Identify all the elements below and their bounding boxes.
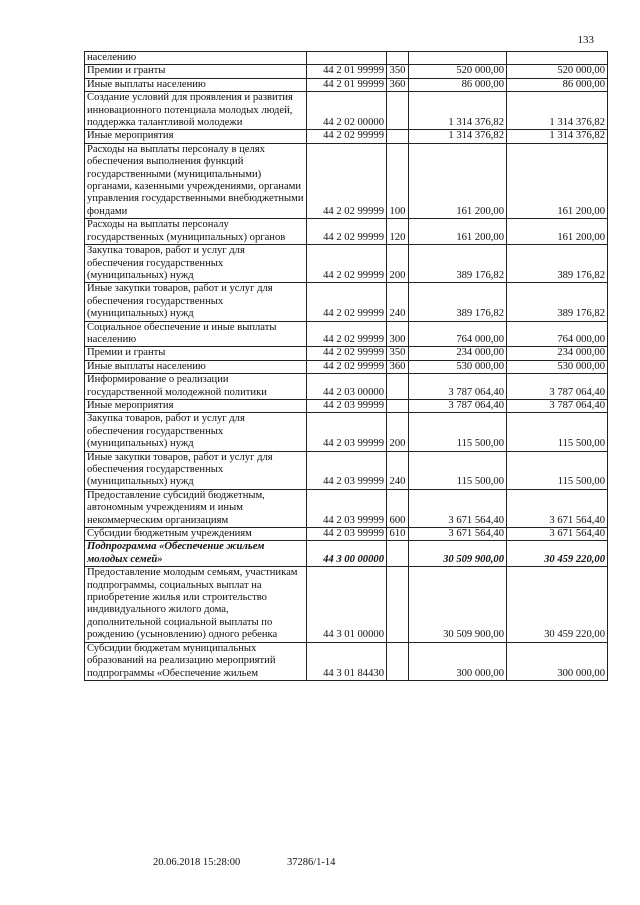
table-row [85,489,608,527]
row-name: Расходы на выплаты персоналу в целях обеспечения выполнения функций государственными (муниципальными) органами, казенными учреждениями, органами управления государственными внебюджетными фондами [85,143,307,218]
row-name: Иные закупки товаров, работ и услуг для обеспечения государственных (муниципальных) нужд [85,283,307,321]
row-name: Иные мероприятия [85,130,307,143]
row-value-2: 1 314 376,82 [507,130,608,143]
table-row [85,130,608,143]
row-value-2: 530 000,00 [507,360,608,373]
row-name: Иные выплаты населению [85,78,307,91]
row-value-1 [409,52,507,65]
footer-timestamp: 20.06.2018 15:28:00 [153,857,241,868]
row-value-1: 3 671 564,40 [409,489,507,527]
row-value-1: 30 509 900,00 [409,567,507,642]
row-name: Премии и гранты [85,347,307,360]
table-row [85,219,608,245]
row-value-2 [507,52,608,65]
row-value-1: 115 500,00 [409,413,507,451]
row-value-1: 115 500,00 [409,451,507,489]
row-expense-type: 360 [387,78,409,91]
row-code: 44 2 03 99999 [307,489,387,527]
row-expense-type: 240 [387,451,409,489]
row-value-1: 530 000,00 [409,360,507,373]
row-expense-type: 600 [387,489,409,527]
table-row [85,541,608,567]
table-row [85,413,608,451]
page-number: 133 [577,34,594,46]
row-code: 44 2 03 99999 [307,528,387,541]
row-name: Иные выплаты населению [85,360,307,373]
row-value-2: 3 671 564,40 [507,489,608,527]
row-name: Премии и гранты [85,65,307,78]
row-value-1: 30 509 900,00 [409,541,507,567]
row-name: Подпрограмма «Обеспечение жильем молодых семей» [85,541,307,567]
row-code: 44 2 03 99999 [307,399,387,412]
row-code: 44 2 02 99999 [307,130,387,143]
row-code: 44 3 00 00000 [307,541,387,567]
row-code: 44 2 01 99999 [307,78,387,91]
row-code: 44 2 02 99999 [307,283,387,321]
row-expense-type [387,541,409,567]
row-expense-type [387,130,409,143]
table-row [85,567,608,642]
row-expense-type: 240 [387,283,409,321]
row-expense-type: 120 [387,219,409,245]
row-name: Субсидии бюджетам муниципальных образований на реализацию мероприятий подпрограммы «Обеспечение жильем [85,642,307,680]
row-code: 44 2 02 99999 [307,245,387,283]
table-row [85,399,608,412]
row-value-2: 389 176,82 [507,283,608,321]
row-expense-type: 350 [387,65,409,78]
row-expense-type: 360 [387,360,409,373]
row-name: населению [85,52,307,65]
row-expense-type: 610 [387,528,409,541]
row-value-2: 764 000,00 [507,321,608,347]
table-row [85,65,608,78]
table-row [85,321,608,347]
budget-table [84,51,608,681]
row-value-1: 764 000,00 [409,321,507,347]
row-value-1: 389 176,82 [409,245,507,283]
row-expense-type: 350 [387,347,409,360]
row-code: 44 2 01 99999 [307,65,387,78]
table-row [85,92,608,130]
row-code: 44 2 03 00000 [307,374,387,400]
row-expense-type [387,92,409,130]
row-code: 44 3 01 84430 [307,642,387,680]
table-row [85,52,608,65]
row-value-1: 1 314 376,82 [409,92,507,130]
row-expense-type: 100 [387,143,409,218]
row-value-2: 3 787 064,40 [507,399,608,412]
row-value-2: 161 200,00 [507,143,608,218]
row-expense-type [387,399,409,412]
table-row [85,451,608,489]
row-code: 44 2 02 99999 [307,321,387,347]
row-code: 44 2 02 99999 [307,143,387,218]
row-name: Предоставление молодым семьям, участникам подпрограммы, социальных выплат на приобретение жилья или строительство индивидуального жилого дома, дополнительной социальной выплаты по рождению (усыновлению) одного ребенка [85,567,307,642]
table-row [85,528,608,541]
row-name: Субсидии бюджетным учреждениям [85,528,307,541]
row-expense-type [387,567,409,642]
row-name: Предоставление субсидий бюджетным, автономным учреждениям и иным некоммерческим организациям [85,489,307,527]
row-expense-type: 200 [387,245,409,283]
row-value-2: 520 000,00 [507,65,608,78]
row-name: Закупка товаров, работ и услуг для обеспечения государственных (муниципальных) нужд [85,413,307,451]
row-expense-type [387,642,409,680]
table-row [85,283,608,321]
table-row [85,642,608,680]
table-row [85,245,608,283]
row-value-2: 86 000,00 [507,78,608,91]
row-name: Социальное обеспечение и иные выплаты населению [85,321,307,347]
row-value-1: 161 200,00 [409,143,507,218]
table-row [85,143,608,218]
row-value-2: 1 314 376,82 [507,92,608,130]
row-value-1: 300 000,00 [409,642,507,680]
row-code: 44 2 02 00000 [307,92,387,130]
row-value-1: 1 314 376,82 [409,130,507,143]
table-row [85,360,608,373]
row-value-1: 520 000,00 [409,65,507,78]
row-name: Иные мероприятия [85,399,307,412]
row-expense-type [387,374,409,400]
row-value-2: 3 671 564,40 [507,528,608,541]
row-value-1: 161 200,00 [409,219,507,245]
row-name: Иные закупки товаров, работ и услуг для обеспечения государственных (муниципальных) нужд [85,451,307,489]
row-value-1: 234 000,00 [409,347,507,360]
table-row [85,374,608,400]
row-code: 44 2 02 99999 [307,219,387,245]
row-code: 44 2 02 99999 [307,360,387,373]
row-code: 44 3 01 00000 [307,567,387,642]
row-value-1: 3 787 064,40 [409,374,507,400]
row-value-2: 300 000,00 [507,642,608,680]
table-row [85,347,608,360]
row-value-1: 3 787 064,40 [409,399,507,412]
row-value-2: 115 500,00 [507,413,608,451]
row-value-1: 3 671 564,40 [409,528,507,541]
row-value-2: 30 459 220,00 [507,541,608,567]
row-name: Информирование о реализации государственной молодежной политики [85,374,307,400]
row-value-2: 389 176,82 [507,245,608,283]
row-value-2: 161 200,00 [507,219,608,245]
row-code: 44 2 03 99999 [307,413,387,451]
table-row [85,78,608,91]
row-value-1: 389 176,82 [409,283,507,321]
row-value-2: 30 459 220,00 [507,567,608,642]
row-name: Расходы на выплаты персоналу государственных (муниципальных) органов [85,219,307,245]
row-value-1: 86 000,00 [409,78,507,91]
row-code: 44 2 03 99999 [307,451,387,489]
row-code: 44 2 02 99999 [307,347,387,360]
row-value-2: 234 000,00 [507,347,608,360]
row-code [307,52,387,65]
row-expense-type: 200 [387,413,409,451]
row-value-2: 115 500,00 [507,451,608,489]
row-expense-type [387,52,409,65]
row-name: Создание условий для проявления и развития инновационного потенциала молодых людей, поддержка талантливой молодежи [85,92,307,130]
row-value-2: 3 787 064,40 [507,374,608,400]
row-name: Закупка товаров, работ и услуг для обеспечения государственных (муниципальных) нужд [85,245,307,283]
footer-doc-number: 37286/1-14 [287,857,336,868]
row-expense-type: 300 [387,321,409,347]
